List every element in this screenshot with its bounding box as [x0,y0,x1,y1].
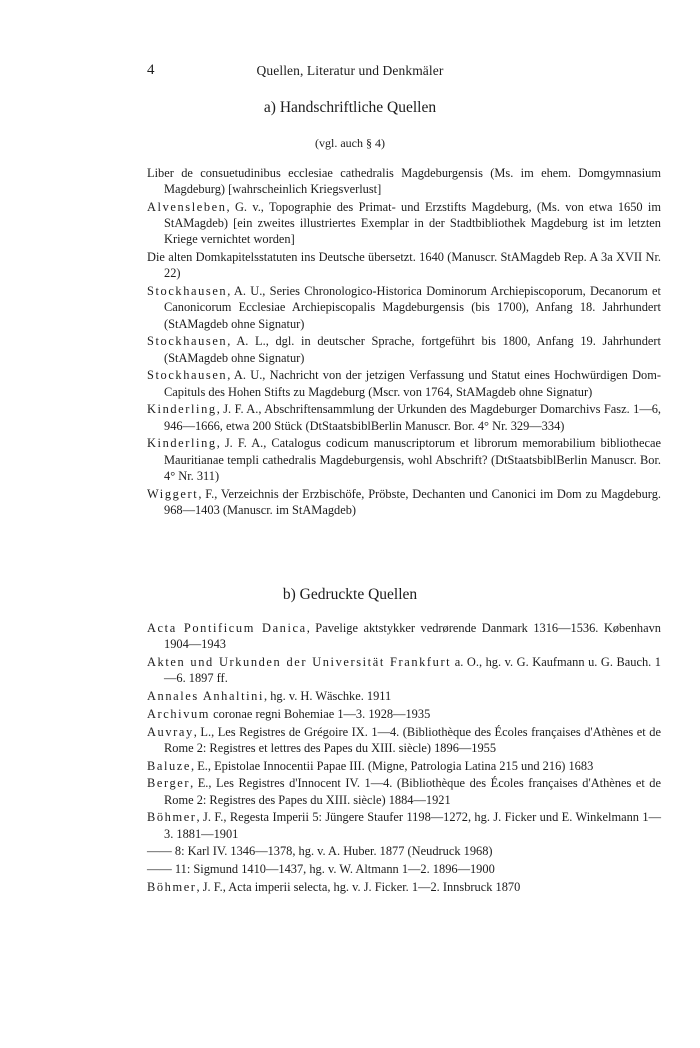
entry-text: 11: Sigmund 1410—1437, hg. v. W. Altmann 1—2. 1896—1900 [174,862,495,877]
entry-author: Archivum [147,706,211,721]
entry-author: Baluze [147,758,192,773]
bibliography-entry [147,367,661,399]
bibliography-entry [147,654,661,686]
entry-text: coronae regni Bohemiae 1—3. 1928—1935 [210,706,431,721]
bibliography-entry [147,283,661,332]
entry-text: , G. v., Topographie des Primat- und Erzstifts Magdeburg, (Ms. von etwa 1650 im StAMagdeb) [ein zweites illustriertes Exemplar in der Stadtbibliothek Magdeburg ist im letzten Kriege vernichtet worden] [164,200,661,247]
entry-author: Annales Anhaltini [147,689,265,703]
entry-text: , Pavelige aktstykker vedrørende Danmark 1316—1536. København 1904—1943 [164,621,661,652]
entry-text: , E., Les Registres d'Innocent IV. 1—4. (Bibliothèque des Écoles françaises d'Athènes et de Rome 2: Registres des Papes du XIII. siècle) 1884—1921 [164,776,661,807]
entry-text: a. O., hg. v. G. Kaufmann u. G. Bauch. 1—6. 1897 ff. [164,655,661,686]
bibliography-entry [147,809,661,841]
bibliography-entry [147,861,661,877]
entry-author: Wiggert [147,486,199,501]
entry-author: Böhmer [147,810,197,825]
entry-author: Stockhausen [147,284,228,299]
bibliography-entry [147,724,661,756]
entry-author: Kinderling [147,402,217,417]
entry-text: , A. L., dgl. in deutscher Sprache, fortgeführt bis 1800, Anfang 19. Jahrhundert (StAMagdeb ohne Signatur) [164,334,661,365]
handwritten-sources-list [147,165,661,520]
section-heading-handwritten-sources: a) Handschriftliche Quellen [263,99,437,116]
entry-text: Die alten Domkapitelsstatuten ins Deutsche übersetzt. 1640 (Manuscr. StAMagdeb Rep. A 3a XVII Nr. 22) [147,250,661,281]
entry-text: Liber de consuetudinibus ecclesiae cathedralis Magdeburgensis (Ms. im ehem. Domgymnasium Magdeburg) [wahrscheinlich Kriegsverlust] [147,166,661,197]
entry-author: Stockhausen [147,334,228,349]
entry-text: , J. F. A., Catalogus codicum manuscriptorum et librorum memorabilium bibliothecae Mauritianae templi cathedralis Magdeburgensis, wohl Abschrift? (DtStaatsbiblBerlin Manuscr. Bor. 4° Nr. 311) [164,436,661,483]
section-note: (vgl. auch § 4) [315,136,385,150]
bibliography-entry [147,620,661,652]
entry-ditto-dash: —— [147,844,175,859]
entry-author: Böhmer [147,879,197,894]
bibliography-entry [147,775,661,807]
entry-text: , E., Epistolae Innocentii Papae III. (Migne, Patrologia Latina 215 und 216) 1683 [191,758,594,773]
bibliography-entry [147,333,661,365]
entry-author: Stockhausen [147,368,228,383]
bibliography-entry [147,688,661,704]
entry-ditto-dash: —— [147,862,175,877]
entry-text: , L., Les Registres de Grégoire IX. 1—4. (Bibliothèque des Écoles françaises d'Athènes et de Rome 2: Registres et lettres des Papes du XIII. siècle) 1896—1955 [164,724,661,755]
entry-author: Akten und Urkunden der Universität Frankfurt [147,655,452,669]
bibliography-entry [147,199,661,248]
entry-text: , J. F., Regesta Imperii 5: Jüngere Staufer 1198—1272, hg. J. Ficker und E. Winkelmann 1—3. 1881—1901 [164,810,661,841]
entry-text: , A. U., Series Chronologico-Historica Dominorum Archiepiscoporum, Decanorum et Canonicorum Ecclesiae Archiepiscopalis Magdeburgensis (bis 1700), Anfang 18. Jahrhundert (StAMagdeb ohne Signatur) [164,284,661,331]
bibliography-entry [147,486,661,518]
bibliography-entry [147,706,661,722]
bibliography-entry [147,165,661,197]
entry-author: Kinderling [147,436,217,451]
entry-author: Auvray [147,724,194,739]
printed-sources-list [147,620,661,897]
entry-author: Berger [147,776,191,791]
bibliography-entry [147,843,661,859]
section-heading-printed-sources: b) Gedruckte Quellen [282,586,418,603]
entry-author: Alvensleben [147,200,227,214]
entry-text: , A. U., Nachricht von der jetzigen Verfassung und Statut eines Hochwürdigen Dom-Capituls des Hohen Stifts zu Magdeburg (Mscr. von 1764, StAMagdeb ohne Signatur) [164,368,661,399]
bibliography-entry [147,758,661,774]
bibliography-entry [147,401,661,433]
entry-text: , J. F., Acta imperii selecta, hg. v. J. Ficker. 1—2. Innsbruck 1870 [196,879,521,894]
entry-text: , F., Verzeichnis der Erzbischöfe, Pröbste, Dechanten und Canonici im Dom zu Magdeburg. 968—1403 (Manuscr. im StAMagdeb) [164,486,661,517]
page-number: 4 [147,62,155,78]
entry-author: Acta Pontificum Danica [147,621,307,635]
bibliography-entry [147,435,661,484]
entry-text: , hg. v. H. Wäschke. 1911 [264,689,392,703]
bibliography-entry [147,879,661,895]
running-head: Quellen, Literatur und Denkmäler [256,63,444,78]
bibliography-entry [147,249,661,281]
entry-text: , J. F. A., Abschriftensammlung der Urkunden des Magdeburger Domarchivs Fasz. 1—6, 946—1666, etwa 200 Stück (DtStaatsbiblBerlin Manuscr. Bor. 4° Nr. 329—334) [164,402,661,433]
entry-text: 8: Karl IV. 1346—1378, hg. v. A. Huber. 1877 (Neudruck 1968) [174,844,493,859]
